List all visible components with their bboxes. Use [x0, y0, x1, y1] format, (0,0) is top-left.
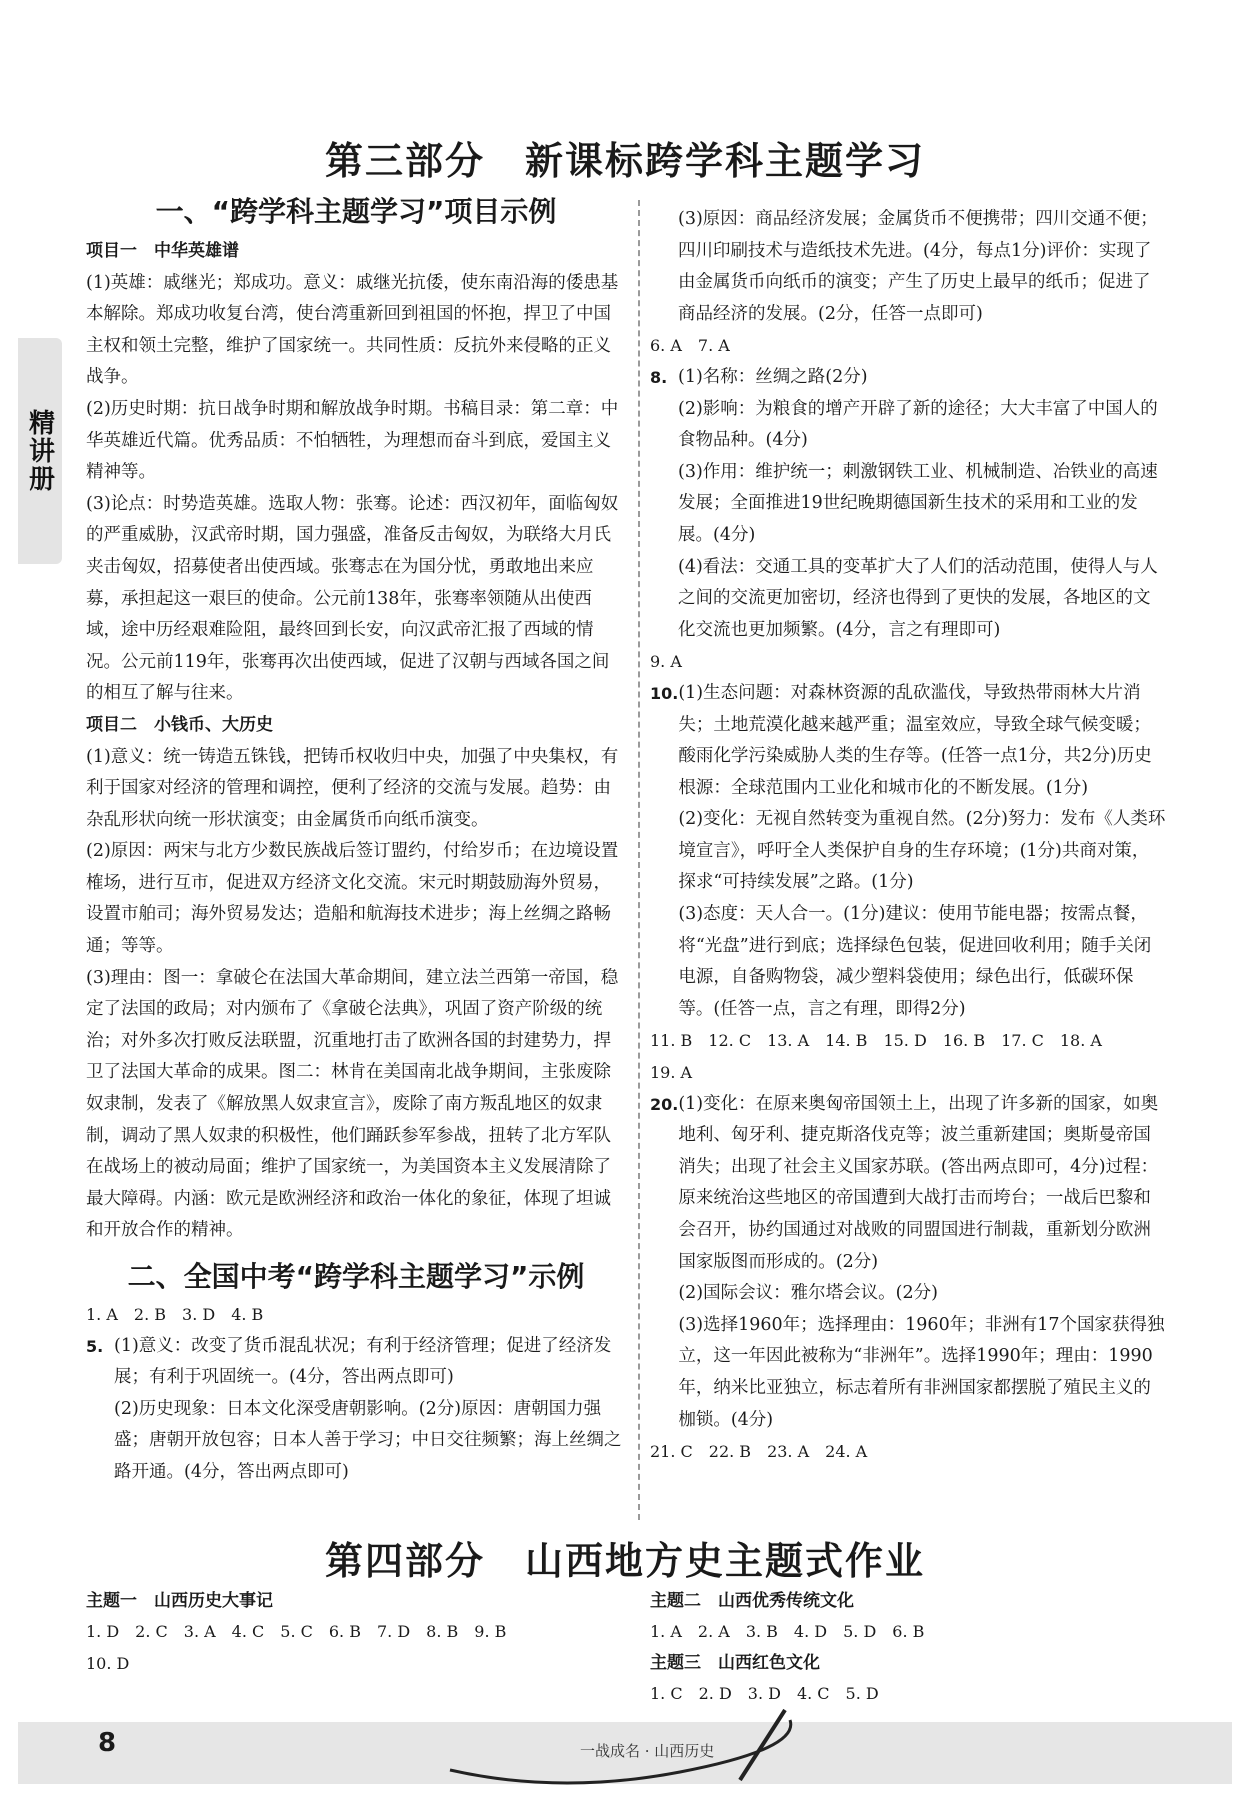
theme2-answers: 1. A 2. A 3. B 4. D 5. D 6. B	[650, 1622, 925, 1641]
question-10	[650, 678, 1166, 1026]
answers-1-4: 1. A 2. B 3. D 4. B	[86, 1305, 264, 1324]
question-20	[650, 1089, 1166, 1437]
project1-title: 项目一 中华英雄谱	[86, 241, 239, 261]
part4-right	[650, 1586, 1166, 1709]
answer-para: (3)选择1960年；选择理由：1960年；非洲有17个国家获得独立，这一年因此被称为“非洲年”。选择1990年；理由：1990年，纳米比亚独立，标志着所有非洲国家都摆脱了殖民主义的枷锁。(4分)	[678, 1314, 1165, 1430]
answer-para: (3)态度：天人合一。(1分)建议：使用节能电器；按需点餐，将“光盘”进行到底；选择绿色包装，促进回收利用；随手关闭电源，自备购物袋，减少塑料袋使用；绿色出行，低碳环保等。(任答一点，言之有理，即得2分)	[678, 904, 1152, 1019]
theme3-title: 主题三 山西红色文化	[650, 1652, 820, 1673]
side-tab-label	[18, 338, 62, 564]
theme1-answers-cont: 10. D	[86, 1653, 130, 1673]
answer-para: (2)历史现象：日本文化深受唐朝影响。(2分)原因：唐朝国力强盛；唐朝开放包容；日本人善于学习；中日交往频繁；海上丝绸之路开通。(4分，答出两点即可)	[114, 1398, 622, 1482]
theme2-title: 主题二 山西优秀传统文化	[650, 1591, 854, 1611]
question-8	[650, 362, 1166, 646]
question-number: 5.	[86, 1336, 104, 1356]
project2-title: 项目二 小钱币、大历史	[86, 714, 273, 735]
question-number: 10.	[650, 683, 679, 703]
side-tab-text: 精讲册	[24, 409, 55, 493]
question-number: 20.	[650, 1094, 679, 1114]
answer-para: (2)影响：为粮食的增产开辟了新的途径；大大丰富了中国人的食物品种。(4分)	[678, 398, 1158, 451]
column-divider	[638, 200, 640, 1520]
footer-brand: 一战成名 · 山西历史	[580, 1742, 715, 1760]
answer-para: (2)国际会议：雅尔塔会议。(2分)	[678, 1283, 938, 1304]
section2-title: 二、全国中考“跨学科主题学习”示例	[127, 1260, 585, 1293]
answer-para: (4)看法：交通工具的变革扩大了人们的活动范围，使得人与人之间的交流更加密切，经济也得到了更快的发展，各地区的文化交流也更加频繁。(4分，言之有理即可)	[678, 556, 1158, 640]
theme3-answers: 1. C 2. D 3. D 4. C 5. D	[650, 1683, 879, 1703]
question-number: 8.	[650, 367, 668, 387]
answer-para: (1)意义：改变了货币混乱状况；有利于经济管理；促进了经济发展；有利于巩固统一。(4分，答出两点即可)	[114, 1335, 612, 1388]
answer-para: (1)生态问题：对森林资源的乱砍滥伐，导致热带雨林大片消失；土地荒漠化越来越严重；温室效应，导致全球气候变暖；酸雨化学污染威胁人类的生存等。(任答一点1分，共2分)历史根源：全球范围内工业化和城市化的不断发展。(1分)	[678, 682, 1152, 798]
part4-left	[86, 1586, 626, 1679]
answer-para: (1)名称：丝绸之路(2分)	[678, 366, 868, 387]
answer-9: 9. A	[650, 652, 682, 672]
answer-19: 19. A	[650, 1063, 693, 1083]
project1-para: (1)英雄：戚继光；郑成功。意义：戚继光抗倭，使东南沿海的倭患基本解除。郑成功收复台湾，使台湾重新回到祖国的怀抱，捍卫了中国主权和领土完整，维护了国家统一。共同性质：反抗外来侵略的正义战争。	[86, 272, 619, 388]
part3-title: 第三部分 新课标跨学科主题学习	[324, 139, 925, 183]
right-column	[650, 204, 1166, 1468]
project1-para: (2)历史时期：抗日战争时期和解放战争时期。书稿目录：第二章：中华英雄近代篇。优秀品质：不怕牺牲，为理想而奋斗到底，爱国主义精神等。	[86, 398, 619, 483]
project2-para: (3)理由：图一：拿破仑在法国大革命期间，建立法兰西第一帝国，稳定了法国的政局；对内颁布了《拿破仑法典》，巩固了资产阶级的统治；对外多次打败反法联盟，沉重地打击了欧洲各国的封建势力，捍卫了法国大革命的成果。图二：林肯在美国南北战争期间，主张废除奴隶制，发表了《解放黑人奴隶宣言》，废除了南方叛乱地区的奴隶制，调动了黑人奴隶的积极性，他们踊跃参军参战，扭转了北方军队在战场上的被动局面；维护了国家统一，为美国资本主义发展清除了最大障碍。内涵：欧元是欧洲经济和政治一体化的象征，体现了坦诚和开放合作的精神。	[86, 967, 619, 1241]
left-column	[86, 190, 626, 1489]
answers-11-18: 11. B 12. C 13. A 14. B 15. D 16. B 17. C 18. A	[650, 1031, 1102, 1051]
answer-para: (3)作用：维护统一；刺激钢铁工业、机械制造、冶铁业的高速发展；全面推进19世纪晚期德国新生技术的采用和工业的发展。(4分)	[678, 461, 1158, 545]
answer-para: (2)变化：无视自然转变为重视自然。(2分)努力：发布《人类环境宣言》，呼吁全人类保护自身的生存环境；(1分)共商对策，探求“可持续发展”之路。(1分)	[678, 809, 1166, 893]
theme1-answers: 1. D 2. C 3. A 4. C 5. C 6. B 7. D 8. B 9. B	[86, 1622, 507, 1641]
page-number: 8	[98, 1728, 117, 1758]
question-5	[86, 1331, 626, 1489]
answers-21-24: 21. C 22. B 23. A 24. A	[650, 1442, 868, 1462]
question-5-continued: (3)原因：商品经济发展；金属货币不便携带；四川交通不便；四川印刷技术与造纸技术先进。(4分，每点1分)评价：实现了由金属货币向纸币的演变；产生了历史上最早的纸币；促进了商品经济的发展。(2分，任答一点即可)	[678, 209, 1158, 324]
project2-para: (1)意义：统一铸造五铢钱，把铸币权收归中央，加强了中央集权，有利于国家对经济的管理和调控，便利了经济的交流与发展。趋势：由杂乱形状向统一形状演变；由金属货币向纸币演变。	[86, 746, 619, 830]
part4-title: 第四部分 山西地方史主题式作业	[324, 1539, 925, 1583]
answers-6-7: 6. A 7. A	[650, 336, 730, 356]
answer-para: (1)变化：在原来奥匈帝国领土上，出现了许多新的国家，如奥地利、匈牙利、捷克斯洛伐克等；波兰重新建国；奥斯曼帝国消失；出现了社会主义国家苏联。(答出两点即可，4分)过程：原来统治这些地区的帝国遭到大战打击而垮台；一战后巴黎和会召开，协约国通过对战败的同盟国进行制裁，重新划分欧洲国家版图而形成的。(2分)	[678, 1093, 1159, 1272]
project1-para: (3)论点：时势造英雄。选取人物：张骞。论述：西汉初年，面临匈奴的严重威胁，汉武帝时期，国力强盛，准备反击匈奴，为联络大月氏夹击匈奴，招募使者出使西域。张骞志在为国分忧，勇敢地出来应募，承担起这一艰巨的使命。公元前138年，张骞率领随从出使西域，途中历经艰难险阻，最终回到长安，向汉武帝汇报了西域的情况。公元前119年，张骞再次出使西域，促进了汉朝与西域各国之间的相互了解与往来。	[86, 493, 619, 704]
section1-title: 一、“跨学科主题学习”项目示例	[155, 195, 557, 228]
theme1-title: 主题一 山西历史大事记	[86, 1591, 273, 1611]
project2-para: (2)原因：两宋与北方少数民族战后签订盟约，付给岁币；在边境设置榷场，进行互市，促进双方经济文化交流。宋元时期鼓励海外贸易，设置市舶司；海外贸易发达；造船和航海技术进步；海上丝绸之路畅通；等等。	[86, 841, 619, 957]
